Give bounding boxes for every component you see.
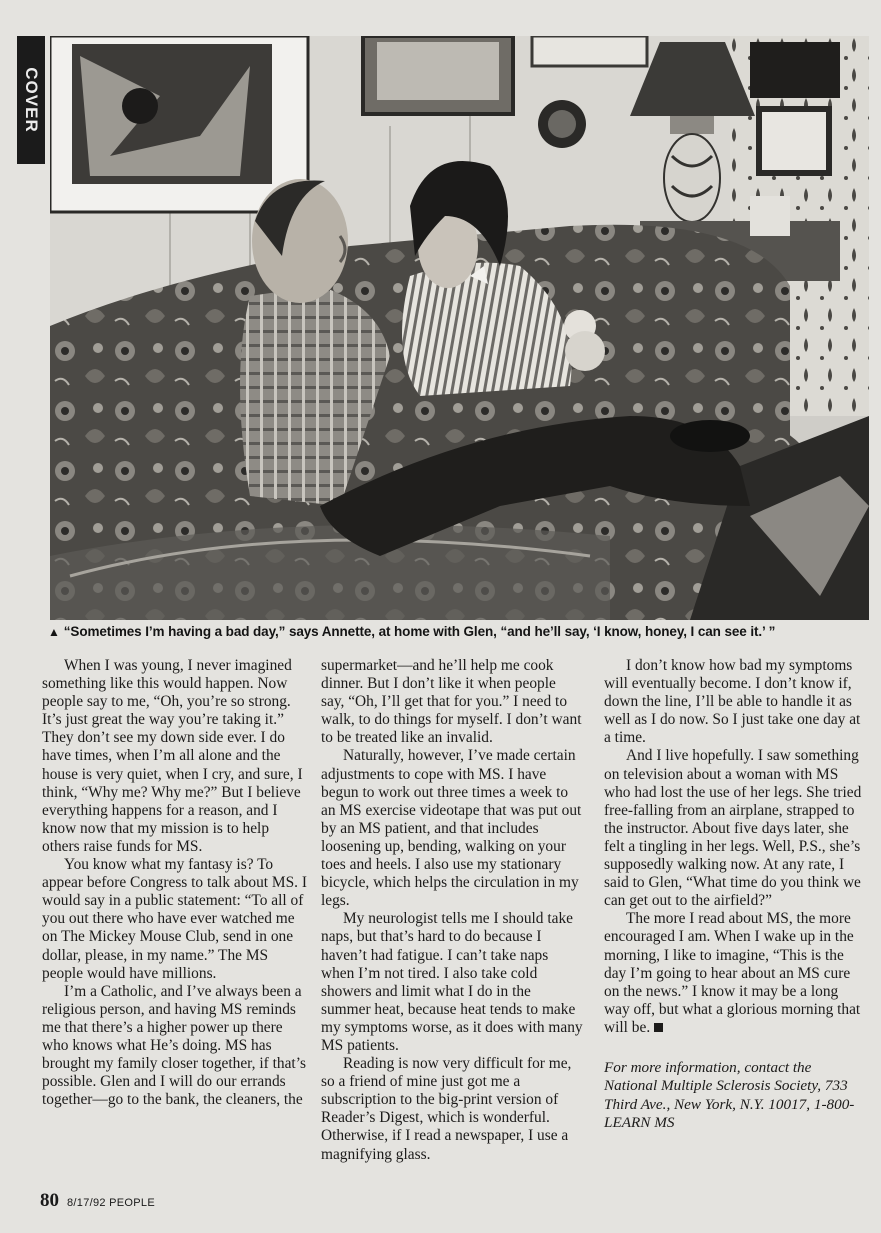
issue-info: 8/17/92 PEOPLE	[67, 1197, 155, 1209]
page-number: 80	[40, 1190, 59, 1211]
text-column-3	[604, 657, 866, 1132]
paragraph: supermarket—and he’ll help me cook dinner. But I don’t like it when people say, “Oh, I’ll get that for you.” I need to walk, to do things for myself. I don’t want to be treated like an invalid.	[321, 657, 582, 747]
paragraph: Naturally, however, I’ve made certain adjustments to cope with MS. I have begun to work out three times a week to an MS exercise videotape that was put out by an MS patient, and that includes loosening up, bending, walking on your toes and heels. I also use my stationary bicycle, which helps the circulation in my legs.	[321, 747, 582, 910]
section-tab	[17, 36, 45, 164]
cover-photo	[50, 36, 869, 620]
paragraph: I’m a Catholic, and I’ve always been a religious person, and having MS reminds me that there’s a higher power up there who knows what He’s doing. MS has brought my family closer together, if that’s possible. Glen and I will do our errands together—go to the bank, the cleaners, the	[42, 982, 306, 1109]
end-mark-icon	[654, 1023, 663, 1032]
text-column-2	[321, 657, 583, 1164]
photo-illustration	[50, 36, 869, 620]
paragraph: I don’t know how bad my symptoms will eventually become. I don’t know if, down the line, I’ll be able to handle it as well as I do now. So I just take one day at a time.	[604, 657, 861, 747]
page-footer	[40, 1190, 155, 1212]
photo-caption	[48, 624, 868, 639]
paragraph-final	[604, 910, 866, 1037]
paragraph-final-text: The more I read about MS, the more encouraged I am. When I wake up in the morning, I like to imagine, “This is the day I’m going to hear about an MS cure on the news.” I know it may be a long way off, but what a glorious morning that will be.	[604, 910, 861, 1036]
section-tab-label: COVER	[22, 67, 41, 133]
text-column-1	[42, 657, 310, 1109]
paragraph: You know what my fantasy is? To appear before Congress to talk about MS. I would say in a public statement: “To all of you out there who have ever watched me on The Mickey Mouse Club, send in one dollar, please, in my name.” The MS people would have millions.	[42, 856, 307, 982]
paragraph: And I live hopefully. I saw something on television about a woman with MS who had lost the use of her legs. She tried free-falling from an airplane, strapped to the instructor. About five days later, she felt a tingling in her legs. Well, P.S., she’s supposedly walking now. At any rate, I said to Glen, “What time do you think we can get out to the airfield?”	[604, 747, 862, 910]
caption-text: “Sometimes I’m having a bad day,” says Annette, at home with Glen, “and he’ll say, ‘I know, honey, I can see it.’ ”	[63, 624, 776, 639]
info-box: For more information, contact the National Multiple Sclerosis Society, 733 Third Ave., New York, N.Y. 10017, 1-800-LEARN MS	[604, 1058, 855, 1131]
paragraph: My neurologist tells me I should take naps, but that’s hard to do because I haven’t had fatigue. I can’t take naps when I’m not tired. I also take cold showers and limit what I do in the summer heat, because heat tends to make my symptoms worse, as it does with many MS patients.	[321, 910, 583, 1054]
paragraph: Reading is now very difficult for me, so a friend of mine just got me a subscription to the big-print version of Reader’s Digest, which is wonderful. Otherwise, if I read a newspaper, I use a magnifying glass.	[321, 1055, 572, 1163]
caption-marker: ▲	[48, 625, 60, 639]
paragraph: When I was young, I never imagined something like this would happen. Now people say to me, “Oh, you’re so strong. It’s just great the way you’re taking it.” They don’t see my down side ever. I do have times, when I’m all alone and the house is very quiet, when I cry, and sure, I think, “Why me? Why me?” But I believe everything happens for a reason, and I know now that my mission is to help others raise funds for MS.	[42, 657, 303, 855]
